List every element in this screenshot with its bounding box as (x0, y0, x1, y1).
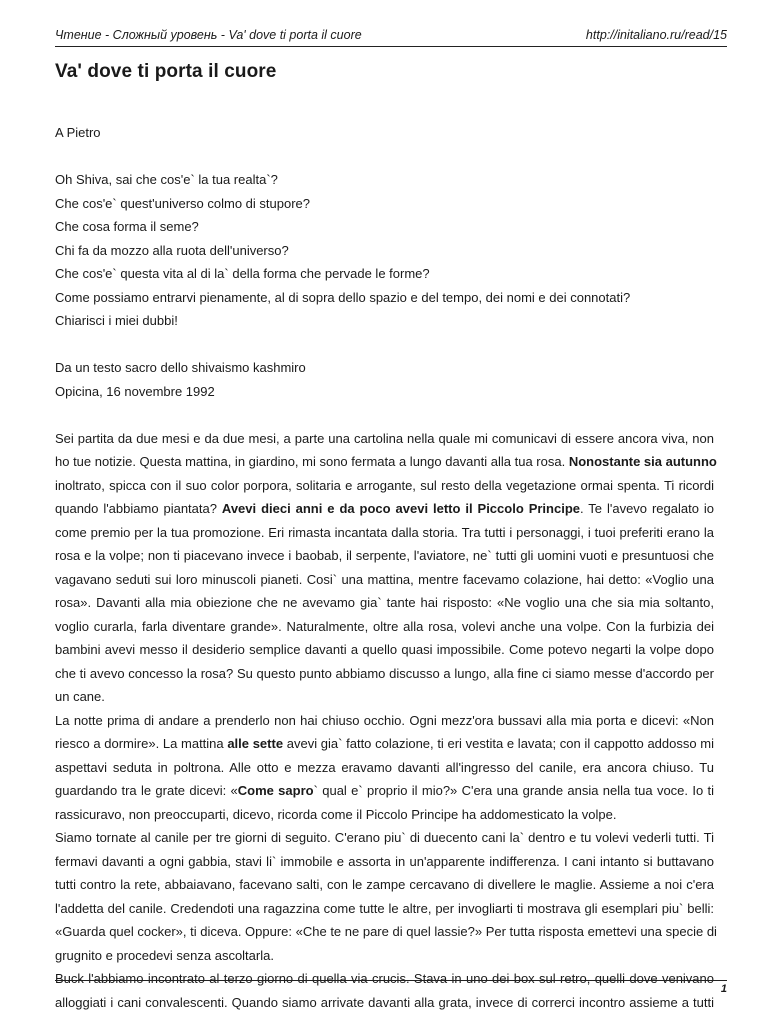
body-text-segment: l'addetta del canile. Credendoti una ragazzina come tutte le altre, per invogliarti ti mostrava gli esemplari piu` belli: (55, 900, 714, 916)
body-line (55, 826, 714, 850)
body-text-segment: Buck l'abbiamo incontrato al terzo giorno di quella via crucis. Stava in uno dei box sul retro, quelli dove venivano (55, 971, 714, 986)
body-text-segment: alloggiati i cani convalescenti. Quando siamo arrivate davanti alla grata, invece di correrci incontro assieme a tutti (55, 994, 714, 1010)
body-text-segment: bambini avevi messo il desiderio semplice davanti a quello quasi impossibile. Come potevo negarti la volpe dopo (55, 642, 714, 657)
emphasized-text: alle sette (227, 736, 284, 751)
body-line (55, 967, 714, 991)
page-footer (55, 980, 727, 995)
body-line (55, 803, 714, 827)
body-text-segment: inoltrato, spicca con il suo color porpora, solitaria e arrogante, sul resto della vegetazione ormai spenta. Ti ricordi (55, 477, 714, 493)
body-line (55, 544, 714, 568)
epigraph-line: Oh Shiva, sai che cos'e` la tua realta`? (55, 172, 278, 187)
body-text-segment: riesco a dormire». La mattina (55, 736, 228, 751)
body-text-segment: Siamo tornate al canile per tre giorni di seguito. C'erano piu` di duecento cani la` dentro e tu volevi vederli tutti. Ti (55, 830, 714, 845)
page-title: Va' dove ti porta il cuore (55, 61, 277, 82)
body-line (55, 474, 714, 498)
body-text-segment: grugnito e procedevi senza ascoltarla. (55, 947, 274, 963)
body-line (55, 497, 714, 521)
body-line (55, 568, 714, 592)
body-line (55, 944, 714, 968)
body-line (55, 685, 714, 709)
body-text-segment: vagavano seduti sui loro minuscoli pianeti. Cosi` una mattina, mentre facevamo colazione, hai detto: «Voglio una (55, 571, 714, 587)
body-line (55, 873, 714, 897)
body-text-segment: rosa e la volpe; non ti piacevano invece i baobab, il serpente, l'aviatore, ne` tutti gli uomini vuoti e presuntuosi che (55, 548, 714, 563)
document-body (55, 121, 717, 1014)
epigraph-line: Che cos'e` quest'universo colmo di stupore? (55, 195, 310, 211)
body-line (55, 920, 717, 944)
body-text-segment: Sei partita da due mesi e da due mesi, a parte una cartolina nella quale mi comunicavi di essere ancora viva, non (55, 430, 714, 446)
page-number: 1 (720, 983, 727, 995)
body-text-segment: ` qual e` proprio il mio?» C'era una grande ansia nella tua voce. Io ti (313, 783, 714, 798)
body-text-segment: che ti avevo concesso la rosa? Su questo punto abbiamo discusso a lungo, alla fine ci siamo messe d'accordo per (55, 665, 714, 681)
body-line (55, 756, 714, 780)
emphasized-text: Nonostante sia autunno (568, 454, 717, 469)
body-line (55, 638, 714, 662)
body-text-segment: tutti contro la rete, abbaiavano, facevano salti, con le zampe cercavano di divellere le maglie. Assieme a noi c'era (55, 877, 714, 892)
body-line (55, 450, 717, 474)
body-line (55, 521, 714, 545)
body-text-segment: rassicuravo, non preoccuparti, dicevo, ricorda come il Piccolo Principe ha addomesticato la volpe. (55, 806, 617, 822)
header-source-url[interactable]: http://initaliano.ru/read/15 (585, 28, 727, 42)
body-line (55, 897, 714, 921)
body-text-segment: voglio curarla, farla diventare grande». Naturalmente, oltre alla rosa, volevi anche una volpe. Con la furbizia dei (55, 618, 714, 634)
body-line (55, 732, 714, 756)
epigraph-line: Che cos'e` questa vita al di la` della forma che pervade le forme? (55, 266, 430, 281)
body-text-segment: fermavi davanti a ogni gabbia, stavi li` immobile e assorta in un'apparente indifferenza. I cani intanto si buttavano (55, 853, 714, 869)
body-text-segment: avevi gia` fatto colazione, ti eri vestita e lavata; con il cappotto addosso mi (283, 736, 714, 751)
epigraph-line: Come possiamo entrarvi pienamente, al di sopra dello spazio e del tempo, dei nomi e dei connotati? (55, 289, 631, 305)
body-text-segment: guardando tra le grate dicevi: « (55, 783, 238, 798)
body-line (55, 709, 714, 733)
epigraph-source: Da un testo sacro dello shivaismo kashmiro (55, 360, 306, 375)
body-line (55, 850, 714, 874)
body-text-segment: come premio per la tua promozione. Eri rimasta incantata dalla storia. Tra tutti i personaggi, i tuoi preferiti erano la (55, 524, 714, 540)
body-text-segment: «Guarda quel cocker», ti diceva. Oppure: «Che te ne pare di quel lassie?» Per tutta risposta emettevi una specie di (55, 924, 717, 939)
epigraph-line: Chi fa da mozzo alla ruota dell'universo? (55, 242, 289, 258)
emphasized-text: Avevi dieci anni e da poco avevi letto il Piccolo Principe (221, 501, 580, 516)
body-text-segment: . Te l'avevo regalato io (580, 501, 714, 516)
epigraph-line: Che cosa forma il seme? (55, 219, 199, 234)
dedication: A Pietro (55, 125, 101, 140)
place-date: Opicina, 16 novembre 1992 (55, 383, 215, 399)
body-line (55, 591, 714, 615)
body-line (55, 991, 714, 1015)
body-text-segment: quando l'abbiamo piantata? (55, 501, 222, 516)
body-text-segment: La notte prima di andare a prenderlo non hai chiuso occhio. Ogni mezz'ora bussavi alla mia porta e dicevi: «Non (55, 712, 714, 728)
body-text-segment: aspettavi seduta in poltrona. Alle otto e mezza eravamo davanti all'ingresso del canile, era ancora chiuso. Tu (55, 759, 714, 775)
body-line (55, 662, 714, 686)
narrative-text (55, 427, 717, 1015)
body-line (55, 427, 714, 451)
body-text-segment: rosa». Davanti alla mia obiezione che ne avevamo gia` tante hai risposto: «Ne voglio una che sia mia soltanto, (55, 595, 714, 610)
epigraph (55, 168, 714, 333)
body-line (55, 615, 714, 639)
header-breadcrumb: Чтение - Сложный уровень - Va' dove ti porta il cuore (55, 28, 362, 42)
running-header (55, 28, 727, 47)
emphasized-text: Come sapro (237, 783, 314, 798)
body-line (55, 779, 714, 803)
body-text-segment: un cane. (55, 689, 105, 704)
body-text-segment: ho tue notizie. Questa mattina, in giardino, mi sono fermata a lungo davanti alla tua rosa. (55, 454, 569, 469)
epigraph-line: Chiarisci i miei dubbi! (55, 313, 178, 328)
